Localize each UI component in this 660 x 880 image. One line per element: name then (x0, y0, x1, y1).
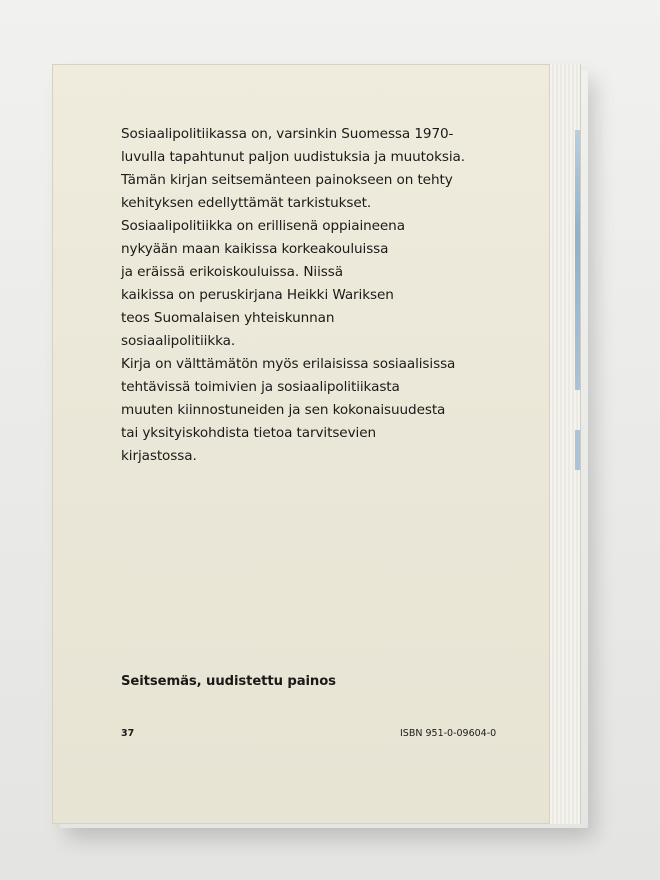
blurb-line: muuten kiinnostuneiden ja sen kokonaisuudesta (121, 402, 446, 418)
blurb-line: Sosiaalipolitiikassa on, varsinkin Suomessa 1970- (121, 126, 454, 142)
blurb-text (121, 123, 465, 468)
series-code: 37 (121, 728, 135, 739)
blurb-line: luvulla tapahtunut paljon uudistuksia ja muutoksia. (121, 149, 465, 165)
page-edge-tint-lower (575, 430, 580, 470)
blurb-line: Sosiaalipolitiikka on erillisenä oppiaineena (121, 218, 405, 234)
blurb-line: ja eräissä erikoiskouluissa. Niissä (121, 264, 343, 280)
blurb-line: tai yksityiskohdista tietoa tarvitsevien (121, 425, 376, 441)
blurb-line: Kirja on välttämätön myös erilaisissa sosiaalisissa (121, 356, 456, 372)
blurb-line: kirjastossa. (121, 448, 197, 464)
blurb-line: tehtävissä toimivien ja sosiaalipolitiikasta (121, 379, 400, 395)
isbn-number: ISBN 951-0-09604-0 (400, 728, 497, 739)
page-edge-tint (575, 130, 580, 390)
blurb-line: kaikissa on peruskirjana Heikki Wariksen (121, 287, 394, 303)
blurb-line: kehityksen edellyttämät tarkistukset. (121, 195, 372, 211)
blurb-line: nykyään maan kaikissa korkeakouluissa (121, 241, 389, 257)
blurb-line: sosiaalipolitiikka. (121, 333, 236, 349)
edition-label: Seitsemäs, uudistettu painos (121, 674, 336, 689)
blurb-line: Tämän kirjan seitsemänteen painokseen on tehty (121, 172, 453, 188)
blurb-line: teos Suomalaisen yhteiskunnan (121, 310, 335, 326)
